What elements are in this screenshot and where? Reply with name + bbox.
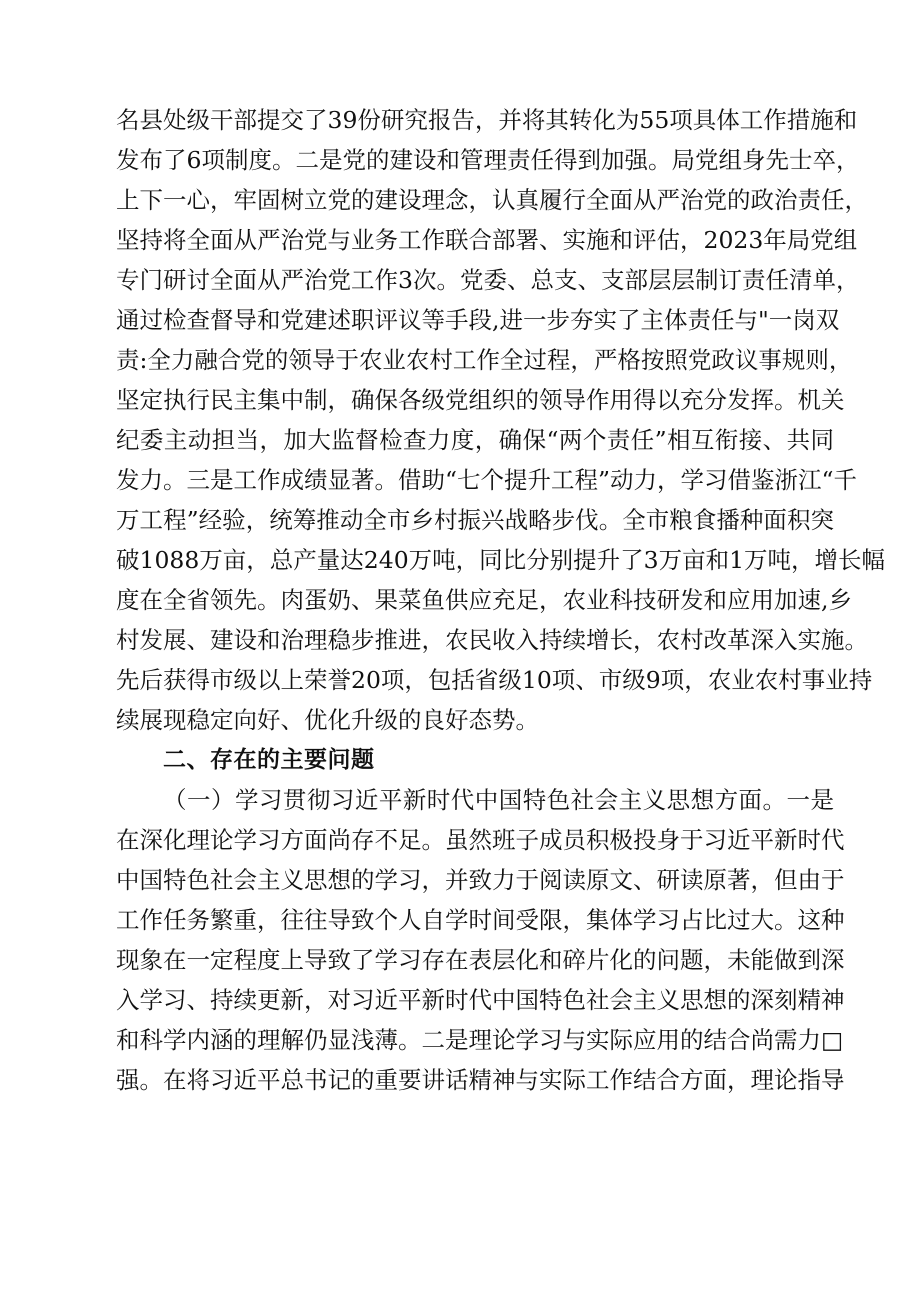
text-line: 责:全力融合党的领导于农业农村工作全过程，严格按照党政议事规则， bbox=[116, 346, 853, 374]
text-line: 破1088万亩，总产量达240万吨，同比分别提升了3万亩和1万吨，增长幅 bbox=[116, 546, 886, 574]
paragraph-problems bbox=[116, 780, 845, 1100]
text-line: 入学习、持续更新，对习近平新时代中国特色社会主义思想的深刻精神 bbox=[116, 986, 845, 1014]
text-line: 和科学内涵的理解仍显浅薄。二是理论学习与实际应用的结合尚需力□ bbox=[116, 1026, 844, 1054]
paragraph-achievements bbox=[116, 100, 886, 740]
text-line: 纪委主动担当，加大监督检查力度，确保“两个责任”相互衔接、共同 bbox=[116, 426, 834, 454]
text-line: 强。在将习近平总书记的重要讲话精神与实际工作结合方面，理论指导 bbox=[116, 1066, 845, 1094]
text-line: 专门研讨全面从严治党工作3次。党委、总支、支部层层制订责任清单， bbox=[116, 266, 860, 294]
text-line: （一）学习贯彻习近平新时代中国特色社会主义思想方面。一是 bbox=[163, 786, 834, 814]
text-line: 工作任务繁重，往往导致个人自学时间受限，集体学习占比过大。这种 bbox=[116, 906, 845, 934]
text-line: 坚定执行民主集中制，确保各级党组织的领导作用得以充分发挥。机关 bbox=[116, 386, 845, 414]
text-line: 度在全省领先。肉蛋奶、果菜鱼供应充足，农业科技研发和应用加速,乡 bbox=[116, 586, 852, 614]
text-line: 在深化理论学习方面尚存不足。虽然班子成员积极投身于习近平新时代 bbox=[116, 826, 845, 854]
text-line: 发力。三是工作成绩显著。借助“七个提升工程”动力，学习借鉴浙江“千 bbox=[116, 466, 858, 494]
text-line: 发布了6项制度。二是党的建设和管理责任得到加强。局党组身先士卒， bbox=[116, 146, 860, 174]
text-line: 村发展、建设和治理稳步推进，农民收入持续增长，农村改革深入实施。 bbox=[116, 626, 868, 654]
text-line: 续展现稳定向好、优化升级的良好态势。 bbox=[116, 706, 539, 734]
document-body bbox=[116, 100, 886, 1100]
text-line: 万工程”经验，统筹推动全市乡村振兴战略步伐。全市粮食播种面积突 bbox=[116, 506, 834, 534]
text-line: 先后获得市级以上荣誉20项，包括省级10项、市级9项，农业农村事业持 bbox=[116, 666, 873, 694]
section-heading: 二、存在的主要问题 bbox=[163, 747, 375, 773]
text-line: 中国特色社会主义思想的学习，并致力于阅读原文、研读原著，但由于 bbox=[116, 866, 845, 894]
text-line: 上下一心，牢固树立党的建设理念，认真履行全面从严治党的政治责任， bbox=[116, 186, 868, 214]
text-line: 现象在一定程度上导致了学习存在表层化和碎片化的问题，未能做到深 bbox=[116, 946, 845, 974]
text-line: 坚持将全面从严治党与业务工作联合部署、实施和评估，2023年局党组 bbox=[116, 226, 858, 254]
text-line: 通过检查督导和党建述职评议等手段,进一步夯实了主体责任与"一岗双 bbox=[116, 306, 840, 334]
text-line: 名县处级干部提交了39份研究报告，并将其转化为55项具体工作措施和 bbox=[116, 106, 858, 134]
